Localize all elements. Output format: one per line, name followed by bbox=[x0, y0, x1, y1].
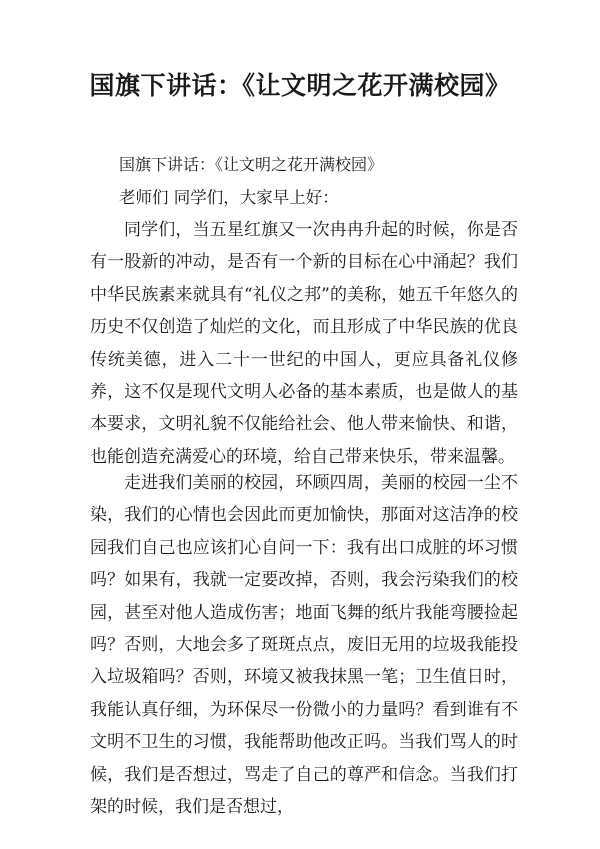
document-title: 国旗下讲话：《让文明之花开满校园》 bbox=[89, 71, 511, 100]
body-paragraph-2: 走进我们美丽的校园，环顾四周，美丽的校园一尘不染，我们的心情也会因此而更加愉快，那面对这洁净的校园我们自己也应该扪心自问一下：我有出口成脏的坏习惯吗？如果有，我就一定要改掉，否则，我会污染我们的校园，甚至对他人造成伤害；地面飞舞的纸片我能弯腰捡起吗？否则，大地会多了斑斑点点，废旧无用的垃圾我能投入垃圾箱吗？否则，环境又被我抹黑一笔；卫生值日时，我能认真仔细，为环保尽一份微小的力量吗？看到谁有不文明不卫生的习惯，我能帮助他改正吗。当我们骂人的时候，我们是否想过，骂走了自己的尊严和信念。当我们打架的时候，我们是否想过， bbox=[90, 473, 518, 818]
greeting-line: 老师们 同学们，大家早上好： bbox=[119, 188, 339, 207]
body-paragraph-1: 同学们，当五星红旗又一次冉冉升起的时候，你是否有一股新的冲动，是否有一个新的目标在心中涌起？我们中华民族素来就具有“礼仪之邦”的美称，她五千年悠久的历史不仅创造了灿烂的文化，而且形成了中华民族的优良传统美德，进入二十一世纪的中国人，更应具备礼仪修养，这不仅是现代文明人必备的基本素质，也是做人的基本要求，文明礼貌不仅能给社会、他人带来愉快、和谐，也能创造充满爱心的环境，给自己带来快乐，带来温馨。 bbox=[90, 220, 518, 467]
document-subtitle: 国旗下讲话：《让文明之花开满校园》 bbox=[119, 155, 384, 174]
